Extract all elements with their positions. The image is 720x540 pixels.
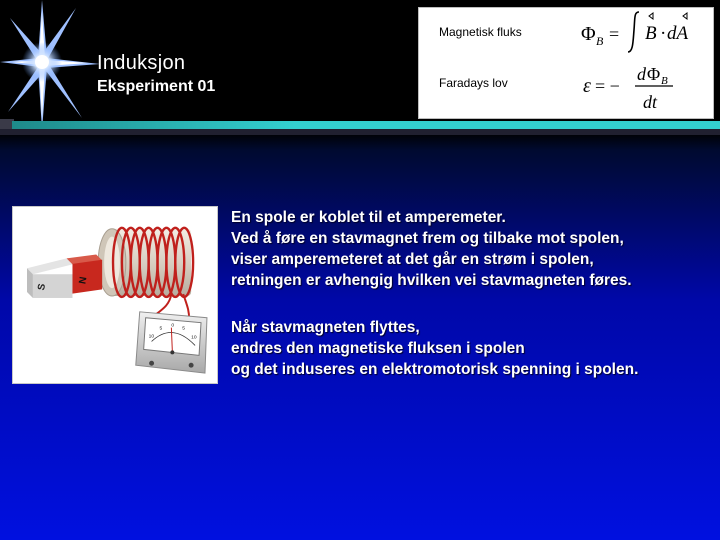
formula-equations	[579, 8, 713, 120]
meter-tick-label: 5	[182, 326, 185, 332]
flux-equation-eq: =	[609, 24, 620, 44]
flux-equation-dot: ·	[660, 23, 667, 44]
integral-sign	[628, 12, 639, 52]
formula-panel	[418, 7, 714, 119]
text-line: endres den magnetiske fluksen i spolen	[231, 340, 525, 357]
flux-equation-sub: B	[596, 34, 604, 48]
faraday-equation-phi: Φ	[647, 64, 661, 84]
divider-strip	[0, 129, 720, 135]
starburst-icon	[0, 0, 110, 130]
flux-equation-lhs: Φ	[581, 23, 596, 45]
flux-label: Magnetisk fluks	[439, 25, 522, 39]
accent-strip	[12, 121, 720, 129]
text-line: retningen er avhengig hvilken vei stavmagneten føres.	[231, 272, 632, 289]
text-line: En spole er koblet til et amperemeter.	[231, 209, 506, 226]
text-line: Når stavmagneten flyttes,	[231, 319, 420, 336]
flux-equation-da: dA	[667, 23, 689, 44]
flux-equation-b: B	[645, 23, 657, 44]
experiment-illustration	[12, 206, 218, 384]
magnet-pole-s: S	[36, 282, 49, 292]
text-line: Ved å føre en stavmagnet frem og tilbake mot spolen,	[231, 230, 624, 247]
paragraph-experiment	[231, 207, 632, 291]
coil-magnet-meter-image	[13, 207, 217, 383]
faraday-equation-lhs: ε	[583, 75, 591, 97]
text-line: og det induseres en elektromotorisk spenning i spolen.	[231, 361, 639, 378]
slide-subtitle: Eksperiment 01	[97, 78, 216, 95]
faraday-equation-num: d	[637, 64, 646, 84]
faraday-equation-num-sub: B	[661, 75, 668, 87]
meter-tick-label: 0	[171, 323, 175, 329]
meter-tick-label: 5	[159, 326, 163, 332]
text-line: viser amperemeteret at det går en strøm i spolen,	[231, 251, 594, 268]
magnet-pole-n: N	[77, 275, 90, 285]
ammeter	[136, 312, 207, 373]
bar-magnet	[27, 254, 102, 298]
faraday-equation-eq: = −	[595, 76, 620, 96]
paragraph-conclusion	[231, 317, 638, 380]
meter-tick-label: 10	[148, 334, 155, 340]
slide-title: Induksjon	[97, 52, 186, 74]
faraday-label: Faradays lov	[439, 76, 508, 90]
faraday-equation-den: dt	[643, 92, 658, 112]
meter-tick-label: 10	[191, 335, 197, 341]
